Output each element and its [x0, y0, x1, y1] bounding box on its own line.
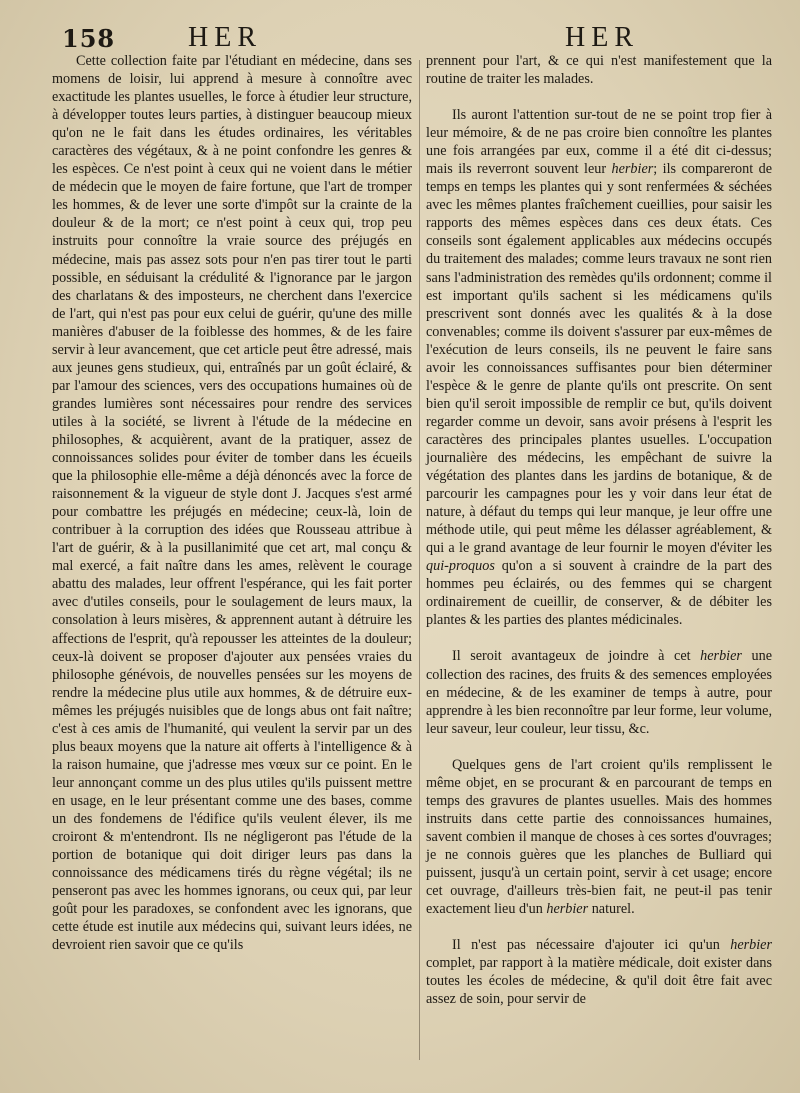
text-run: Il n'est pas nécessaire d'ajouter ici qu'un [452, 937, 731, 954]
italic-term: herbier [546, 901, 589, 918]
text-run: Il seroit avantageux de joindre à cet [452, 648, 701, 665]
running-head-right: HER [565, 22, 639, 53]
text-run: Ils auront l'attention sur-tout de ne se point trop fier à leur mémoire, & de ne pas croire bien connoître les plantes une fois arrangées par eux, comme il a été dit ci-dessus; mais ils reverront souvent leur [426, 107, 772, 178]
paragraph [426, 106, 772, 629]
paragraph [426, 936, 772, 1008]
paragraph [426, 647, 772, 737]
column-divider [419, 60, 420, 1060]
text-run: complet, par rapport à la matière médicale, doit exister dans toutes les écoles de médecine, & qu'il doit être fait avec assez de soin, pour servir de [426, 955, 772, 1008]
left-column [52, 52, 412, 954]
text-run: naturel. [588, 901, 635, 918]
italic-term: herbier [700, 648, 742, 665]
running-head-left: HER [188, 22, 262, 53]
text-run: ; ils compareront de temps en temps les plantes qui y sont renfermées & séchées avec les mêmes plantes fraîchement cueillies, pour saisir les rapports des mêmes espèces dans ces deux états. Ces conseils sont également applicables aux médecins occupés du traitement des malades; comme leurs travaux ne sont rien sans l'administration des remèdes qu'ils ordonnent; comme il est important qu'ils sachent si les médicamens qu'ils prescrivent sont donnés avec les qualités & à la dose convenables; comme ils doivent s'assurer par eux-mêmes de l'exécution de leurs conseils, ils ne peuvent le faire sans avoir les connoissances suffisantes pour bien déterminer l'espèce & le genre de plante qu'ils ont prescrite. On sent bien qu'il seroit impossible de remplir ce but, qu'ils doivent regarder comme un devoir, sans avoir présens à l'esprit les caractères des principales plantes usuelles. L'occupation journalière des médecins, les empêchant de suivre la végétation des plantes dans les jardins de botanique, & de parcourir les campagnes pour les y voir dans leur état de nature, à défaut du temps qui leur manque, je leur offre une méthode utile, qui peut même les délasser agréablement, & qui a le grand avantage de leur fournir le moyen d'éviter les [426, 161, 772, 557]
text-run: qu'on a si souvent à craindre de la part des hommes peu éclairés, ou des femmes qui se chargent ordinairement de cueillir, de conserver, & de débiter les plantes & les parties des plantes médicinales. [426, 558, 772, 629]
text-run: une collection des racines, des fruits & des semences employées en médecine, & de les examiner de temps à autre, pour apprendre à les bien reconnoître par leur forme, leur volume, leur saveur, leur couleur, leur tissu, &c. [426, 648, 772, 737]
paragraph-continued: prennent pour l'art, & ce qui n'est manifestement que la routine de traiter les malades. [426, 53, 772, 88]
paragraph: Cette collection faite par l'étudiant en médecine, dans ses momens de loisir, lui apprend à mesure à connoître avec exactitude les plantes usuelles, le force à étudier leur structure, à développer toutes leurs parties, à distinguer beaucoup mieux qu'on ne le fait dans les études ordinaires, les véritables caractères des végétaux, & à ne point confondre les genres & les espèces. Ce n'est point à ceux qui ne voient dans le métier de médecin que le moyen de faire fortune, que l'art de tromper les hommes, & de lever une sorte d'impôt sur la crainte de la douleur & de la mort; ce n'est point à ceux qui, trop peu instruits pour connoître la vraie source des préjugés en médecine, mais pas assez sots pour n'en pas tirer tout le parti possible, en séduisant la crédulité & l'ignorance par le jargon des charlatans & des imposteurs, ne cherchent dans l'exercice de l'art, qui n'est pas pour eux celui de guérir, qu'une des mille manières d'abuser de la foiblesse des hommes, & de les faire servir à leur avancement, que cet article peut être adressé, mais aux jeunes gens studieux, qui, entraînés par un goût éclairé, & par l'amour des sciences, vers des occupations humaines où de grandes lumières sont nécessaires pour rendre des services utiles à la société, se livrent à l'étude de la médecine en philosophes, & acquièrent, avant de la pratiquer, assez de connoissances solides pour éviter de tomber dans les écueils que la philosophie elle-même a déjà dénoncés avec la force de raisonnement & la vigueur de style dont J. Jacques s'est armé pour combattre les préjugés en médecine; ceux-là, loin de contribuer à la corruption des idées que Rousseau attribue à l'art de guérir, & à la pusillanimité que cet art, mal conçu & mal exercé, a fait naître dans les ames, relèvent le courage abattu des malades, leur offrent l'espérance, qui les fait porter avec d'utiles conseils, pour le soulagement de leurs maux, la consolation à leurs misères, & apprennent autant à détruire les affections de l'esprit, qu'à repousser les atteintes de la douleur; ceux-là doivent se proposer d'ajouter aux pensées vraies du philosophe génévois, de nouvelles pensées sur les moyens de rendre la médecine plus utile aux hommes, & de détruire eux-mêmes les préjugés nuisibles que de longs abus ont fait naître; c'est à ces amis de l'humanité, qui veulent la servir par un des plus beaux moyens que la nature ait offerts à l'intelligence & à la raison humaine, que j'adresse mes vœux sur ce point. En le leur annonçant comme un des plus utiles qu'ils puissent mettre en usage, en le leur présentant comme une des bases, comme un des fondemens de l'édifice qu'ils veulent élever, ils me croiront & m'entendront. Ils ne négligeront pas l'étude de la portion de botanique qui doit diriger leurs pas dans la connoissance des médicamens tirés du règne végétal; ils ne penseront pas avec les hommes ignorans, ou ceux qui, par leur goût pour les paradoxes, se confondent avec les ignorans, que cette étude est inutile aux médecins qui, suivant leurs idées, ne devroient rien savoir que ce qu'ils [52, 53, 412, 954]
paragraph [426, 756, 772, 918]
right-column [426, 52, 772, 1008]
italic-term: qui-proquos [426, 558, 495, 575]
text-run: Quelques gens de l'art croient qu'ils remplissent le même objet, en se procurant & en parcourant de temps en temps des gravures de plantes usuelles. Mais des hommes instruits dans cette partie des connoissances humaines, savent combien il manque de choses à ces sortes d'ouvrages; je ne connois guères que les planches de Bulliard qui puissent, jusqu'à un certain point, servir à cet usage; encore cet ouvrage, d'ailleurs très-bien fait, ne peut-il pas tenir exactement lieu d'un [426, 756, 772, 918]
italic-term: herbier [611, 161, 654, 178]
page-number: 158 [62, 24, 116, 53]
page-header [0, 22, 800, 56]
italic-term: herbier [730, 937, 772, 954]
